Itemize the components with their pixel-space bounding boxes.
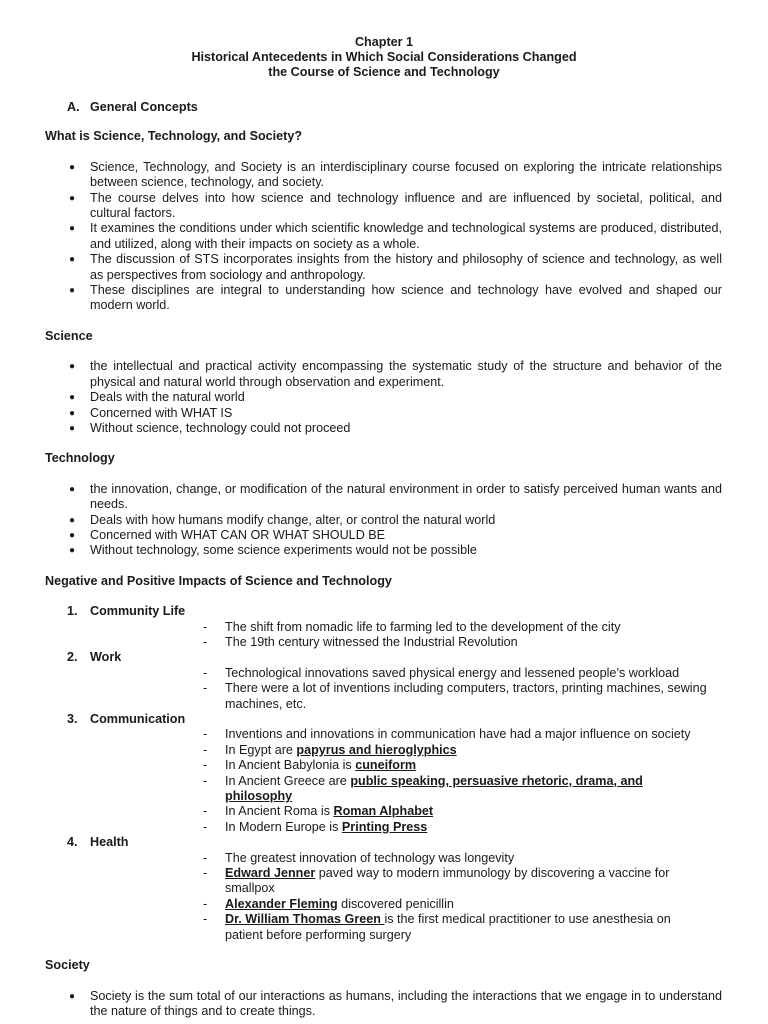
impacts-numbered-list [0, 604, 768, 943]
impact-community-life: 1. Community Life - The shift from nomadic life to farming led to the development of the city - The 19th century witnessed the Industrial Revolution [0, 604, 768, 650]
technology-bullet-list [0, 482, 768, 559]
list-item: ● It examines the conditions under which scientific knowledge and technological systems are produced, distributed, and utilized, along with their impacts on society as a whole. [69, 221, 722, 251]
chapter-title-line2: the Course of Science and Technology [268, 65, 500, 79]
chapter-title-line1: Historical Antecedents in Which Social Considerations Changed [191, 50, 577, 64]
list-item: ● Deals with how humans modify change, alter, or control the natural world [69, 512, 496, 527]
impact-communication: 3. Communication - Inventions and innovations in communication have had a major influence on society - In Egypt are papyrus and hieroglyphics - In Ancient Babylonia is cuneiform - In Ancient Greece are public speaking, persuasive rhetoric, drama, and philosophy - In Ancient Roma is Roman Alphabet - In Modern Europe is Printing Press [0, 712, 768, 835]
list-item: ● the intellectual and practical activity encompassing the systematic study of the structure and behavior of the physical and natural world through observation and experiment. [69, 359, 722, 389]
list-item: - Dr. William Thomas Green is the first medical practitioner to use anesthesia on patient before performing surgery [203, 912, 671, 942]
list-item: - The greatest innovation of technology was longevity [203, 850, 515, 865]
section-a-label: General Concepts [90, 100, 198, 114]
list-item: ● The course delves into how science and technology influence and are influenced by societal, political, and cultural factors. [69, 190, 722, 221]
impact-work: 2. Work - Technological innovations saved physical energy and lessened people’s workload - There were a lot of inventions including computers, tractors, printing machines, sewing machines, etc. [0, 650, 768, 712]
list-item: - Edward Jenner paved way to modern immunology by discovering a vaccine for smallpox [203, 866, 670, 896]
list-item: ● These disciplines are integral to understanding how science and technology have evolved and shaped our modern world. [69, 283, 722, 313]
section-a-marker: A. [67, 100, 80, 114]
list-item: - The 19th century witnessed the Industrial Revolution [203, 634, 518, 649]
list-item: - Alexander Fleming discovered penicillin [203, 896, 454, 911]
list-item: - In Modern Europe is Printing Press [203, 819, 428, 834]
list-item: ● Concerned with WHAT IS [69, 405, 233, 420]
list-item: ● Without technology, some science experiments would not be possible [69, 543, 477, 558]
list-item: ● Concerned with WHAT CAN OR WHAT SHOULD BE [69, 527, 386, 542]
list-item: ● Deals with the natural world [69, 390, 245, 405]
list-item: ● Science, Technology, and Society is an interdisciplinary course focused on exploring the intricate relationships between science, technology, and society. [69, 159, 722, 190]
list-item: - Technological innovations saved physical energy and lessened people’s workload [203, 665, 680, 680]
list-item: - In Ancient Babylonia is cuneiform [203, 758, 417, 773]
sts-bullet-list [0, 160, 768, 314]
technology-heading: Technology [45, 451, 115, 466]
list-item: - There were a lot of inventions including computers, tractors, printing machines, sewing machines, etc. [203, 681, 707, 711]
science-heading: Science [45, 328, 93, 343]
science-bullet-list [0, 359, 768, 436]
impacts-heading: Negative and Positive Impacts of Science and Technology [45, 573, 392, 588]
list-item: - In Egypt are papyrus and hieroglyphics [203, 742, 457, 757]
chapter-label: Chapter 1 [354, 35, 414, 49]
impact-health: 4. Health - The greatest innovation of technology was longevity - Edward Jenner paved way to modern immunology by discovering a vaccine for smallpox - Alexander Fleming discovered penicillin - Dr. William Thomas Green is the first medical practitioner to use anesthesia on patient before performing surgery [0, 835, 768, 943]
section-a-heading [0, 100, 768, 115]
list-item: ● Without science, technology could not proceed [69, 420, 351, 435]
list-item: - In Ancient Greece are public speaking, persuasive rhetoric, drama, and philosophy [203, 773, 643, 804]
society-bullet-list [0, 989, 768, 1020]
society-heading: Society [45, 958, 90, 973]
list-item: - In Ancient Roma is Roman Alphabet [203, 804, 434, 819]
list-item: ● the innovation, change, or modification of the natural environment in order to satisfy perceived human wants and needs. [69, 481, 722, 512]
sts-heading: What is Science, Technology, and Society? [45, 129, 303, 144]
list-item: ● Society is the sum total of our interactions as humans, including the interactions that we engage in to understand the nature of things and to create things. [69, 988, 722, 1018]
chapter-header [0, 0, 768, 80]
list-item: ● The discussion of STS incorporates insights from the history and philosophy of science and technology, as well as perspectives from sociology and anthropology. [69, 252, 722, 282]
list-item: - Inventions and innovations in communication have had a major influence on society [203, 727, 691, 742]
list-item: - The shift from nomadic life to farming led to the development of the city [203, 619, 621, 634]
